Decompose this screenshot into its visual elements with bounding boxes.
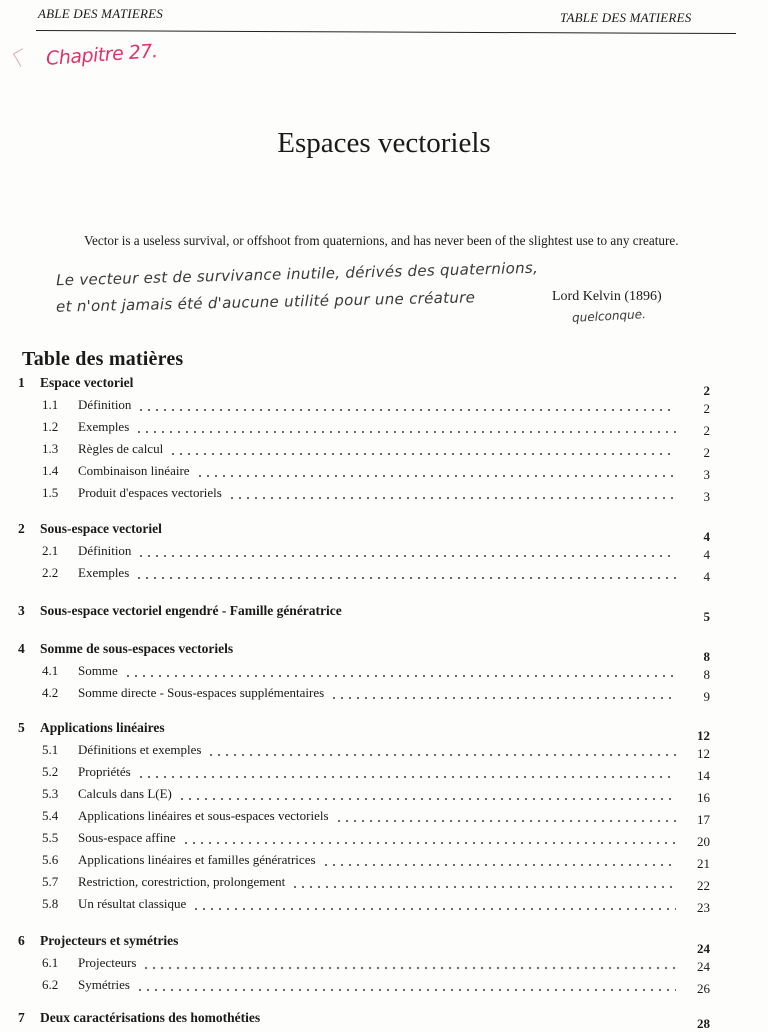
toc-section-number: 7 — [18, 1010, 25, 1025]
toc-subsection-title: Somme directe - Sous-espaces supplémentaires — [78, 685, 325, 700]
toc-section-page: 4 — [703, 529, 710, 544]
toc-section-page: 5 — [703, 609, 710, 624]
handwritten-translation-line-2: et n'ont jamais été d'aucune utilité pour une créature — [55, 288, 476, 316]
toc-subsection-page: 26 — [697, 981, 710, 996]
toc-subsection-number: 6.1 — [42, 955, 59, 970]
toc-section-title: Projecteurs et symétries — [40, 933, 179, 948]
leader-dots — [330, 697, 676, 699]
toc-section-number: 1 — [18, 375, 25, 390]
toc-subsection-1-3[interactable] — [0, 441, 768, 461]
toc-section-5[interactable] — [0, 720, 768, 743]
toc-subsection-title: Combinaison linéaire — [78, 463, 190, 478]
toc-subsection-title: Exemples — [78, 565, 130, 580]
toc-subsection-page: 4 — [703, 547, 710, 562]
toc-subsection-page: 24 — [697, 959, 710, 974]
toc-subsection-title: Somme — [78, 663, 118, 678]
toc-subsection-2-1[interactable] — [0, 543, 768, 563]
toc-subsection-title: Applications linéaires et familles génératrices — [78, 852, 316, 867]
toc-subsection-5-7[interactable] — [0, 874, 768, 894]
epigraph-attribution: Lord Kelvin (1896) — [552, 289, 662, 304]
toc-subsection-4-2[interactable] — [0, 685, 768, 705]
toc-subsection-title: Définitions et exemples — [78, 742, 202, 757]
toc-subsection-title: Sous-espace affine — [78, 830, 176, 845]
toc-subsection-5-1[interactable] — [0, 742, 768, 762]
toc-subsection-number: 2.2 — [42, 565, 59, 580]
toc-section-title: Sous-espace vectoriel — [40, 521, 162, 536]
toc-subsection-page: 3 — [703, 489, 710, 504]
running-header — [0, 6, 768, 32]
toc-subsection-5-3[interactable] — [0, 786, 768, 806]
toc-subsection-page: 2 — [703, 445, 710, 460]
toc-subsection-5-2[interactable] — [0, 764, 768, 784]
leader-dots — [142, 967, 676, 969]
toc-heading: Table des matières — [22, 347, 184, 370]
handwritten-chapter-note: Chapitre 27. — [45, 40, 159, 70]
leader-dots — [178, 798, 676, 800]
toc-subsection-page: 2 — [703, 401, 710, 416]
toc-subsection-page: 22 — [697, 878, 710, 893]
toc-subsection-title: Symétries — [78, 977, 130, 992]
toc-subsection-5-5[interactable] — [0, 830, 768, 850]
handwritten-translation-line-1: Le vecteur est de survivance inutile, dérivés des quaternions, — [55, 258, 539, 290]
toc-section-number: 2 — [18, 521, 25, 536]
toc-subsection-6-1[interactable] — [0, 955, 768, 975]
leader-dots — [137, 409, 676, 411]
toc-subsection-number: 1.5 — [42, 485, 59, 500]
toc-subsection-title: Projecteurs — [78, 955, 137, 970]
toc-subsection-number: 6.2 — [42, 977, 59, 992]
toc-subsection-6-2[interactable] — [0, 977, 768, 997]
toc-subsection-title: Produit d'espaces vectoriels — [78, 485, 222, 500]
toc-section-page: 24 — [697, 941, 710, 956]
epigraph-quote: Vector is a useless survival, or offshoot from quaternions, and has never been of the slightest use to any creature. — [84, 233, 679, 248]
leader-dots — [137, 555, 676, 557]
toc-subsection-page: 20 — [697, 834, 710, 849]
toc-section-title: Deux caractérisations des homothéties — [40, 1010, 261, 1025]
toc-subsection-title: Applications linéaires et sous-espaces vectoriels — [78, 808, 329, 823]
toc-section-page: 2 — [703, 383, 710, 398]
toc-subsection-number: 4.2 — [42, 685, 59, 700]
toc-section-1[interactable] — [0, 375, 768, 398]
toc-section-6[interactable] — [0, 933, 768, 956]
leader-dots — [182, 842, 676, 844]
toc-subsection-page: 21 — [697, 856, 710, 871]
toc-subsection-5-8[interactable] — [0, 896, 768, 916]
toc-subsection-1-5[interactable] — [0, 485, 768, 505]
toc-subsection-title: Restriction, corestriction, prolongement — [78, 874, 286, 889]
toc-subsection-title: Exemples — [78, 419, 130, 434]
toc-subsection-page: 3 — [703, 467, 710, 482]
header-rule — [36, 30, 736, 34]
toc-subsection-number: 1.1 — [42, 397, 59, 412]
toc-section-title: Somme de sous-espaces vectoriels — [40, 641, 234, 656]
toc-section-3[interactable] — [0, 603, 768, 623]
toc-section-page: 28 — [697, 1016, 710, 1031]
toc-subsection-title: Calculs dans L(E) — [78, 786, 172, 801]
toc-subsection-number: 4.1 — [42, 663, 59, 678]
toc-subsection-number: 5.8 — [42, 896, 59, 911]
toc-section-page: 12 — [697, 728, 710, 743]
toc-subsection-number: 1.3 — [42, 441, 59, 456]
toc-subsection-page: 23 — [697, 900, 710, 915]
toc-subsection-page: 14 — [697, 768, 710, 783]
pen-mark — [13, 48, 30, 66]
leader-dots — [335, 820, 676, 822]
leader-dots — [169, 453, 676, 455]
toc-subsection-page: 16 — [697, 790, 710, 805]
toc-section-title: Applications linéaires — [40, 720, 165, 735]
toc-section-7[interactable] — [0, 1010, 768, 1030]
toc-section-title: Espace vectoriel — [40, 375, 134, 390]
leader-dots — [196, 475, 676, 477]
page-title: Espaces vectoriels — [277, 127, 491, 160]
leader-dots — [136, 989, 676, 991]
toc-subsection-number: 1.4 — [42, 463, 59, 478]
toc-subsection-1-2[interactable] — [0, 419, 768, 439]
leader-dots — [291, 886, 676, 888]
leader-dots — [192, 908, 676, 910]
toc-subsection-5-4[interactable] — [0, 808, 768, 828]
toc-section-title: Sous-espace vectoriel engendré - Famille génératrice — [40, 603, 342, 618]
leader-dots — [135, 431, 676, 433]
leader-dots — [322, 864, 676, 866]
toc-section-number: 5 — [18, 720, 25, 735]
toc-subsection-title: Règles de calcul — [78, 441, 164, 456]
toc-subsection-title: Définition — [78, 397, 132, 412]
toc-subsection-page: 8 — [703, 667, 710, 682]
toc-subsection-5-6[interactable] — [0, 852, 768, 872]
toc-section-4[interactable] — [0, 641, 768, 664]
handwritten-translation-line-3: quelconque. — [571, 307, 647, 325]
toc-subsection-title: Un résultat classique — [78, 896, 187, 911]
leader-dots — [124, 675, 676, 677]
toc-section-2[interactable] — [0, 521, 768, 544]
toc-section-number: 3 — [18, 603, 25, 618]
toc-subsection-number: 1.2 — [42, 419, 59, 434]
running-header-right: TABLE DES MATIERES — [560, 10, 692, 25]
toc-subsection-title: Propriétés — [78, 764, 131, 779]
leader-dots — [207, 754, 676, 756]
toc-subsection-title: Définition — [78, 543, 132, 558]
leader-dots — [135, 577, 676, 579]
toc-subsection-number: 5.5 — [42, 830, 59, 845]
toc-subsection-page: 9 — [703, 689, 710, 704]
toc-subsection-number: 5.6 — [42, 852, 59, 867]
toc-section-number: 4 — [18, 641, 25, 656]
toc-subsection-4-1[interactable] — [0, 663, 768, 683]
toc-subsection-1-4[interactable] — [0, 463, 768, 483]
toc-subsection-number: 5.2 — [42, 764, 59, 779]
toc-subsection-number: 5.4 — [42, 808, 59, 823]
toc-subsection-page: 4 — [703, 569, 710, 584]
toc-subsection-number: 2.1 — [42, 543, 59, 558]
toc-section-page: 8 — [703, 649, 710, 664]
toc-subsection-page: 12 — [697, 746, 710, 761]
toc-subsection-page: 2 — [703, 423, 710, 438]
toc-subsection-page: 17 — [697, 812, 710, 827]
leader-dots — [228, 497, 676, 499]
toc-subsection-number: 5.7 — [42, 874, 59, 889]
toc-subsection-1-1[interactable] — [0, 397, 768, 417]
toc-subsection-number: 5.1 — [42, 742, 59, 757]
toc-subsection-2-2[interactable] — [0, 565, 768, 585]
toc-section-number: 6 — [18, 933, 25, 948]
toc-subsection-number: 5.3 — [42, 786, 59, 801]
running-header-left: ABLE DES MATIERES — [38, 6, 163, 21]
leader-dots — [137, 776, 676, 778]
